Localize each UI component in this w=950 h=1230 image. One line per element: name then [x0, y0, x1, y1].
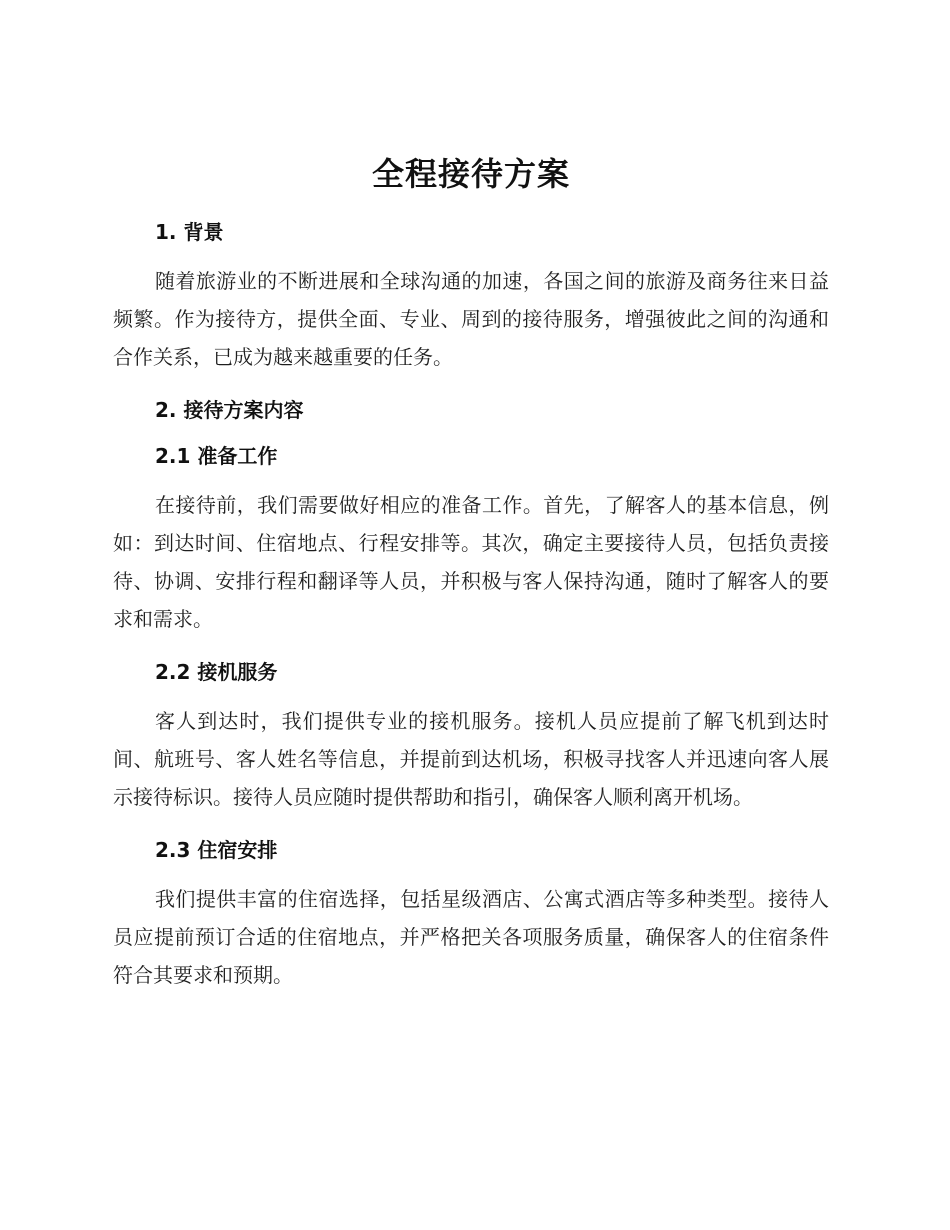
section-paragraph: 客人到达时，我们提供专业的接机服务。接机人员应提前了解飞机到达时间、航班号、客人姓名等信息，并提前到达机场，积极寻找客人并迅速向客人展示接待标识。接待人员应随时提供帮助和指引，确保客人顺利离开机场。: [113, 709, 829, 809]
section-heading: 1. 背景: [155, 220, 224, 244]
section-preparation: [113, 440, 829, 638]
section-reception-plan: [113, 394, 829, 426]
section-paragraph: 在接待前，我们需要做好相应的准备工作。首先，了解客人的基本信息，例如：到达时间、住宿地点、行程安排等。其次，确定主要接待人员，包括负责接待、协调、安排行程和翻译等人员，并积极与客人保持沟通，随时了解客人的要求和需求。: [113, 493, 829, 631]
section-heading: 2.1 准备工作: [155, 444, 278, 468]
section-heading: 2.2 接机服务: [155, 660, 278, 684]
section-heading: 2.3 住宿安排: [155, 838, 278, 862]
section-accommodation: [113, 834, 829, 994]
document-page: [113, 150, 829, 1012]
document-title: 全程接待方案: [371, 155, 570, 193]
section-paragraph: 随着旅游业的不断进展和全球沟通的加速，各国之间的旅游及商务往来日益频繁。作为接待方，提供全面、专业、周到的接待服务，增强彼此之间的沟通和合作关系，已成为越来越重要的任务。: [113, 269, 829, 369]
section-paragraph: 我们提供丰富的住宿选择，包括星级酒店、公寓式酒店等多种类型。接待人员应提前预订合适的住宿地点，并严格把关各项服务质量，确保客人的住宿条件符合其要求和预期。: [113, 887, 829, 987]
section-background: [113, 216, 829, 376]
section-airport-pickup: [113, 656, 829, 816]
section-heading: 2. 接待方案内容: [155, 398, 304, 422]
